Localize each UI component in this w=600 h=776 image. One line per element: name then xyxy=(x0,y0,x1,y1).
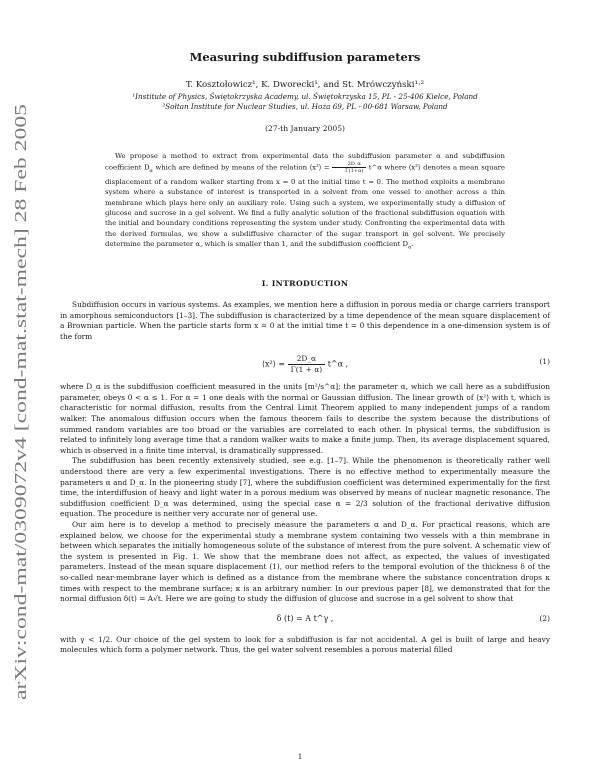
equation-1-rhs: t^α , xyxy=(327,359,349,369)
paper-title: Measuring subdiffusion parameters xyxy=(189,50,421,64)
page-number: 1 xyxy=(297,752,303,761)
equation-1-lhs: ⟨x²⟩ = xyxy=(261,359,286,369)
paper-content xyxy=(60,50,550,656)
abstract-fraction-denominator: Γ(1+α) xyxy=(345,168,364,175)
intro-paragraph-3: The subdiffusion has been recently extensively studied, see e.g. [1–7]. While the phenomenon is theoretically rather well understood there are very a few experimental investigations. There is no effective method to experimentally measure the parameters α and D_α. In the pioneering study [7], where the subdiffusion coefficient was determined experimentally for the first time, the interdiffusion of heavy and light water in a porous medium was observed by means of nuclear magnetic resonance. The subdiffusion coefficient D_α was determined, using the special case α = 2/3 solution of the fractional derivative diffusion equation. The procedure is neither very accurate nor of general use. xyxy=(60,456,550,519)
equation-1-numerator: 2D_α xyxy=(288,354,325,365)
equation-1-fraction xyxy=(288,354,325,375)
abstract-fraction-numerator: 2D_α xyxy=(332,161,366,168)
abstract-text-2: which are defined by means of the relation ⟨x²⟩ = xyxy=(152,163,333,172)
abstract xyxy=(105,151,505,253)
author-list: T. Kosztołowicz¹, K. Dworecki¹, and St. Mrówczyński¹·² xyxy=(185,80,425,90)
equation-1-number: (1) xyxy=(539,357,550,367)
abstract-text-3: t^α where ⟨x²⟩ denotes a mean square displacement of a random walker starting from x = 0 at the initial time t = 0. The method exploits a membrane system where a substance of interest is transported in a solvent from one vessel to another across a thin membrane which plays here only an auxiliary role. Using such a system, we experimentally study a diffusion of glucose and sucrose in a gel solvent. We find a fully analytic solution of the fractional subdiffusion equation with the initial and boundary conditions representing the system under study. Confronting the experimental data with the derived formulas, we show a subdiffusive character of the sugar transport in gel solvent. We precisely determine the parameter α, which is smaller than 1, and the subdiffusion coefficient D xyxy=(105,163,505,249)
affiliation-2: ²Sołtan Institute for Nuclear Studies, ul. Hoża 69, PL - 00-681 Warsaw, Poland xyxy=(162,102,448,111)
affiliation-1: ¹Institute of Physics, Świętokrzyska Academy, ul. Świętokrzyska 15, PL - 25-406 Kielce, Poland xyxy=(132,92,478,101)
abstract-paragraph: We propose a method to extract from experimental data the subdiffusion parameter α and subdiffusion coefficient $D_\alpha$ which are defined by means of the relation ⟨x²⟩ = $\frac{2D\_\alpha}{\Gamma(1+\alpha)}$ t^α where ⟨x²⟩ denotes a mean square displacement of a random walker starting from x = 0 at the initial time t = 0. The method exploits a membrane system where a substance of interest is transported in a solvent from one vessel to another across a thin membrane which plays here only an auxiliary role. Using such a system, we experimentally study a diffusion of glucose and sucrose in a gel solvent. We find a fully analytic solution of the fractional subdiffusion equation with the initial and boundary conditions representing the system under study. Confronting the experimental data with the derived formulas, we show a subdiffusive character of the sugar transport in gel solvent. We precisely determine the parameter α, which is smaller than 1, and the subdiffusion coefficient $D_\alpha$. xyxy=(105,152,505,251)
equation-2-expression: δ (t) = A t^γ , xyxy=(276,613,334,623)
abstract-fraction xyxy=(332,161,366,174)
intro-paragraph-4: Our aim here is to develop a method to precisely measure the parameters α and D_α. For practical reasons, which are explained below, we choose for the experimental study a membrane system containing two vessels with a thin membrane in between which separates the initially homogeneous solute of the substance of interest from the pure solvent. A schematic view of the system is presented in Fig. 1. We show that the membrane does not affect, as expected, the values of investigated parameters. Instead of the mean square displacement (1), our method refers to the temporal evolution of the thickness δ of the so-called near-membrane layer which is defined as a distance from the membrane where the substance concentration drops κ times with respect to the membrane surface; κ is an arbitrary number. In our previous paper [8], we demonstrated that for the normal diffusion δ(t) = A√t. Here we are going to study the diffusion of glucose and sucrose in a gel solvent to show that xyxy=(60,520,550,604)
intro-paragraph-2: where D_α is the subdiffusion coefficient measured in the units [m²/s^α]; the parameter α, which we call here as a subdiffusion parameter, obeys 0 < α ≤ 1. For α = 1 one deals with the normal or Gaussian diffusion. The linear growth of ⟨x²⟩ with t, which is characteristic for normal diffusion, results from the Central Limit Theorem applied to many independent jumps of a random walker. The anomalous diffusion occurs when the famous theorem fails to describe the system because the distributions of summed random variables are too broad or the variables are correlated to each other. In physical terms, the subdiffusion is related to infinitely long average time that a random walker waits to make a finite jump. Then, its average displacement squared, which is observed in a finite time interval, is dramatically suppressed. xyxy=(60,382,550,455)
equation-1-denominator: Γ(1 + α) xyxy=(290,365,323,375)
abstract-text-4: . xyxy=(411,240,414,249)
intro-paragraph-1: Subdiffusion occurs in various systems. As examples, we mention here a diffusion in porous media or charge carriers transport in amorphous semiconductors [1–3]. The subdiffusion is characterized by a time dependence of the mean square displacement of a Brownian particle. When the particle starts form x = 0 at the initial time t = 0 this dependence in a one-dimension system is of the form xyxy=(60,299,550,341)
intro-paragraph-5: with γ < 1/2. Our choice of the gel system to look for a subdiffusion is far not accidental. A gel is built of large and heavy molecules which form a polymer network. Thus, the gel water solvent resembles a porous material filled xyxy=(60,634,550,655)
abstract-text-1: We propose a method to extract from experimental data the subdiffusion parameter α and subdiffusion coefficient D xyxy=(105,152,505,172)
equation-2 xyxy=(60,611,550,629)
arxiv-stamp-graphic xyxy=(6,102,34,702)
equation-1 xyxy=(60,348,550,376)
equation-2-number: (2) xyxy=(539,613,550,623)
equation-1-expression xyxy=(60,354,550,375)
introduction-body xyxy=(60,300,550,656)
publication-date: (27-th January 2005) xyxy=(264,124,346,133)
arxiv-stamp-text: arXiv:cond-mat/0309072v4 [cond-mat.stat-mech] 28 Feb 2005 xyxy=(11,271,30,700)
section-heading-introduction: I. INTRODUCTION xyxy=(261,278,349,288)
arxiv-identifier-stamp xyxy=(6,102,34,702)
